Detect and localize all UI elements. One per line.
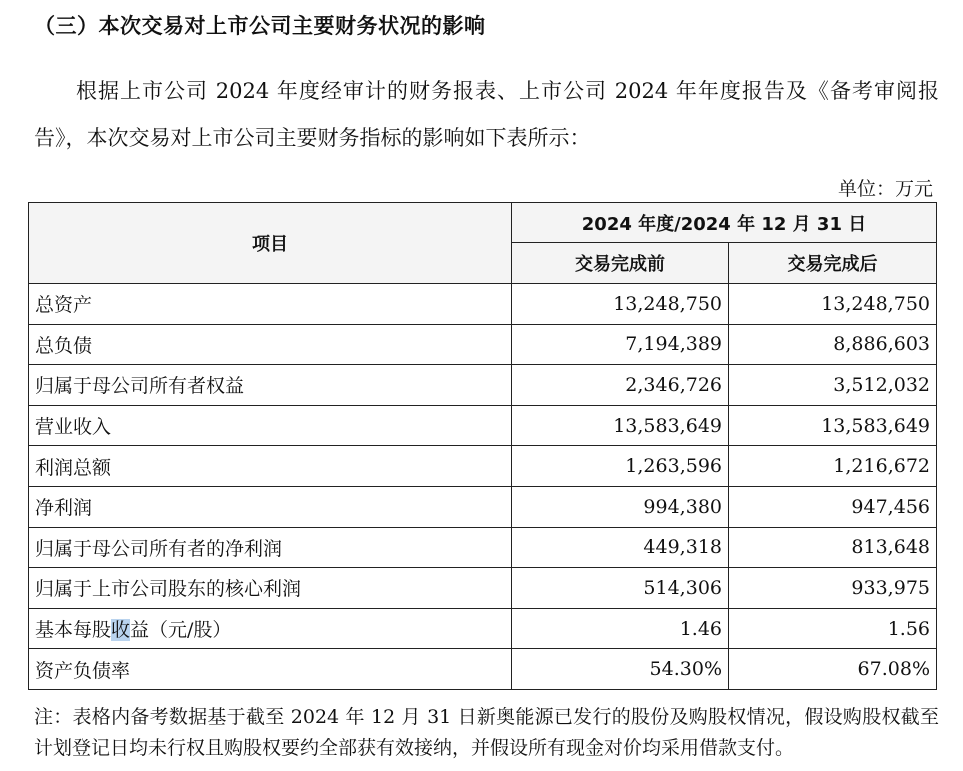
header-item: 项目 bbox=[29, 203, 512, 284]
table-row bbox=[29, 486, 937, 527]
value-after: 13,248,750 bbox=[729, 284, 937, 325]
value-before: 13,583,649 bbox=[512, 405, 729, 446]
value-before: 7,194,389 bbox=[512, 324, 729, 365]
value-before: 1,263,596 bbox=[512, 446, 729, 487]
value-after: 933,975 bbox=[729, 568, 937, 609]
value-before: 2,346,726 bbox=[512, 365, 729, 406]
header-after: 交易完成后 bbox=[729, 243, 937, 284]
row-label: 归属于母公司所有者的净利润 bbox=[29, 527, 512, 568]
row-label bbox=[29, 608, 512, 649]
row-label: 资产负债率 bbox=[29, 649, 512, 690]
row-label-part: 益（元/股） bbox=[130, 619, 232, 642]
row-label-part: 基本每股 bbox=[35, 619, 112, 642]
financial-impact-table bbox=[28, 202, 937, 690]
value-after: 3,512,032 bbox=[729, 365, 937, 406]
value-before: 994,380 bbox=[512, 486, 729, 527]
intro-paragraph: 根据上市公司 2024 年度经审计的财务报表、上市公司 2024 年年度报告及《备考审阅报告》，本次交易对上市公司主要财务指标的影响如下表所示： bbox=[34, 79, 939, 150]
table-row bbox=[29, 284, 937, 325]
value-before: 1.46 bbox=[512, 608, 729, 649]
section-heading: （三）本次交易对上市公司主要财务状况的影响 bbox=[34, 14, 486, 38]
value-after: 1,216,672 bbox=[729, 446, 937, 487]
table-row bbox=[29, 568, 937, 609]
table-row bbox=[29, 446, 937, 487]
value-before: 13,248,750 bbox=[512, 284, 729, 325]
value-after: 13,583,649 bbox=[729, 405, 937, 446]
row-label: 营业收入 bbox=[29, 405, 512, 446]
table-row bbox=[29, 527, 937, 568]
row-label: 利润总额 bbox=[29, 446, 512, 487]
table-row bbox=[29, 608, 937, 649]
selected-text-highlight[interactable]: 收 bbox=[111, 619, 131, 642]
row-label: 总资产 bbox=[29, 284, 512, 325]
row-label: 总负债 bbox=[29, 324, 512, 365]
row-label: 归属于母公司所有者权益 bbox=[29, 365, 512, 406]
value-before: 54.30% bbox=[512, 649, 729, 690]
table-row bbox=[29, 405, 937, 446]
table-row bbox=[29, 649, 937, 690]
value-after: 67.08% bbox=[729, 649, 937, 690]
value-after: 8,886,603 bbox=[729, 324, 937, 365]
value-before: 449,318 bbox=[512, 527, 729, 568]
row-label: 净利润 bbox=[29, 486, 512, 527]
table-footnote: 注：表格内备考数据基于截至 2024 年 12 月 31 日新奥能源已发行的股份及购股权情况，假设购股权截至计划登记日均未行权且购股权要约全部获有效接纳，并假设所有现金对价均采用借款支付。 bbox=[34, 706, 939, 759]
header-period: 2024 年度/2024 年 12 月 31 日 bbox=[512, 203, 937, 243]
value-after: 947,456 bbox=[729, 486, 937, 527]
table-row bbox=[29, 365, 937, 406]
unit-label: 单位：万元 bbox=[837, 178, 933, 200]
value-after: 1.56 bbox=[729, 608, 937, 649]
table-row bbox=[29, 324, 937, 365]
value-after: 813,648 bbox=[729, 527, 937, 568]
value-before: 514,306 bbox=[512, 568, 729, 609]
header-before: 交易完成前 bbox=[512, 243, 729, 284]
row-label: 归属于上市公司股东的核心利润 bbox=[29, 568, 512, 609]
